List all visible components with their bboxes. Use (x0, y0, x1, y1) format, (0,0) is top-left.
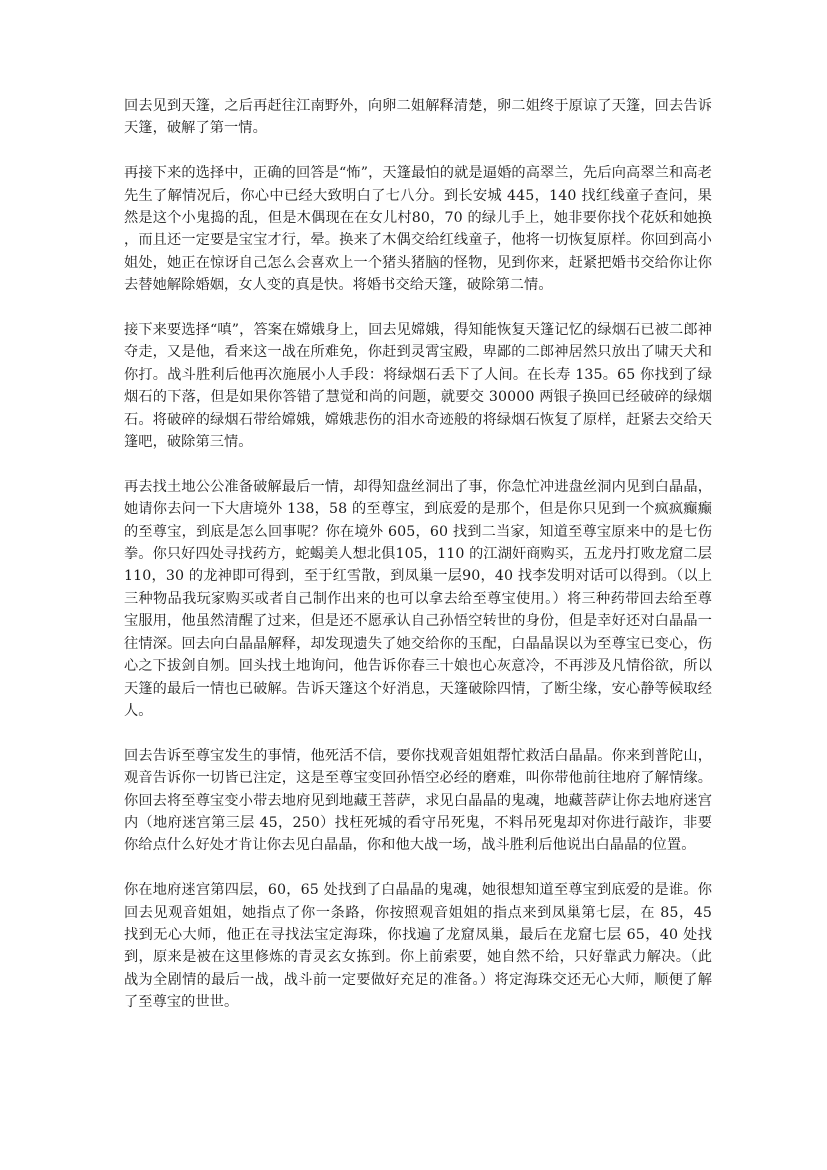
paragraph-5: 回去告诉至尊宝发生的事情，他死活不信，要你找观音姐姐帮忙救活白晶晶。你来到普陀山，观音告诉你一切皆已注定，这是至尊宝变回孙悟空必经的磨难，叫你带他前往地府了解情缘。你回去将至尊宝变小带去地府见到地藏王菩萨，求见白晶晶的鬼魂，地藏菩萨让你去地府迷宫内（地府迷宫第三层 45，250）找枉死城的看守吊死鬼，不料吊死鬼却对你进行敲诈，非要你给点什么好处才肯让你去见白晶晶，你和他大战一场，战斗胜利后他说出白晶晶的位置。 (124, 747, 712, 854)
paragraph-6: 你在地府迷宫第四层，60，65 处找到了白晶晶的鬼魂，她很想知道至尊宝到底爱的是谁。你回去见观音姐姐，她指点了你一条路，你按照观音姐姐的指点来到凤巢第七层，在 85，45 找到无心大师，他正在寻找法宝定海珠，你找遍了龙窟凤巢，最后在龙窟七层 65，40 处找到，原来是被在这里修炼的青灵玄女拣到。你上前索要，她自然不给，只好靠武力解决。（此战为全剧情的最后一战，战斗前一定要做好充足的准备。）将定海珠交还无心大师，顺便了解了至尊宝的世世。 (124, 882, 712, 1011)
paragraph-3: 接下来要选择“嗔”，答案在嫦娥身上，回去见嫦娥，得知能恢复天篷记忆的绿烟石已被二郎神夺走，又是他，看来这一战在所难免，你赶到灵霄宝殿，卑鄙的二郎神居然只放出了啸天犬和你打。战斗胜利后他再次施展小人手段：将绿烟石丢下了人间。在长寿 135。65 你找到了绿烟石的下落，但是如果你答错了慧觉和尚的问题，就要交 30000 两银子换回已经破碎的绿烟石。将破碎的绿烟石带给嫦娥，嫦娥悲伤的泪水奇迹般的将绿烟石恢复了原样，赶紧去交给天篷吧，破除第三情。 (124, 322, 712, 451)
paragraph-4: 再去找土地公公准备破解最后一情，却得知盘丝洞出了事，你急忙冲进盘丝洞内见到白晶晶，她请你去问一下大唐境外 138，58 的至尊宝，到底爱的是那个，但是你只见到一个疯疯癫癫的至尊宝，到底是怎么回事呢？你在境外 605，60 找到二当家，知道至尊宝原来中的是七伤拳。你只好四处寻找药方，蛇蝎美人想北俱105，110 的江湖奸商购买，五龙丹打败龙窟二层 110，30 的龙神即可得到，至于红雪散，到凤巢一层90，40 找李发明对话可以得到。（以上三种物品我玩家购买或者自己制作出来的也可以拿去给至尊宝使用。）将三种药带回去给至尊宝服用，他虽然清醒了过来，但是还不愿承认自己孙悟空转世的身份，但是幸好还对白晶晶一往情深。回去向白晶晶解释，却发现遗失了她交给你的玉配，白晶晶误以为至尊宝已变心，伤心之下拔剑自刎。回头找土地询问，他告诉你春三十娘也心灰意冷，不再涉及凡情俗欲，所以天篷的最后一情也已破解。告诉天篷这个好消息，天篷破除四情，了断尘缘，安心静等候取经人。 (124, 478, 713, 719)
paragraph-2: 再接下来的选择中，正确的回答是“怖”，天篷最怕的就是逼婚的高翠兰，先后向高翠兰和高老先生了解情况后，你心中已经大致明白了七八分。到长安城 445，140 找红线童子查问，果然是这个小鬼捣的乱，但是木偶现在在女儿村80，70 的绿儿手上，她非要你找个花妖和她换，而且还一定要是宝宝才行，晕。换来了木偶交给红线童子，他将一切恢复原样。你回到高小姐处，她正在惊讶自己怎么会喜欢上一个猪头猪脑的怪物，见到你来，赶紧把婚书交给你让你去替她解除婚姻，女人变的真是快。将婚书交给天篷，破除第二情。 (124, 165, 712, 294)
document-page (124, 95, 712, 1036)
paragraph-1: 回去见到天篷，之后再赶往江南野外，向卵二姐解释清楚，卵二姐终于原谅了天篷，回去告诉天篷，破解了第一情。 (124, 98, 712, 137)
